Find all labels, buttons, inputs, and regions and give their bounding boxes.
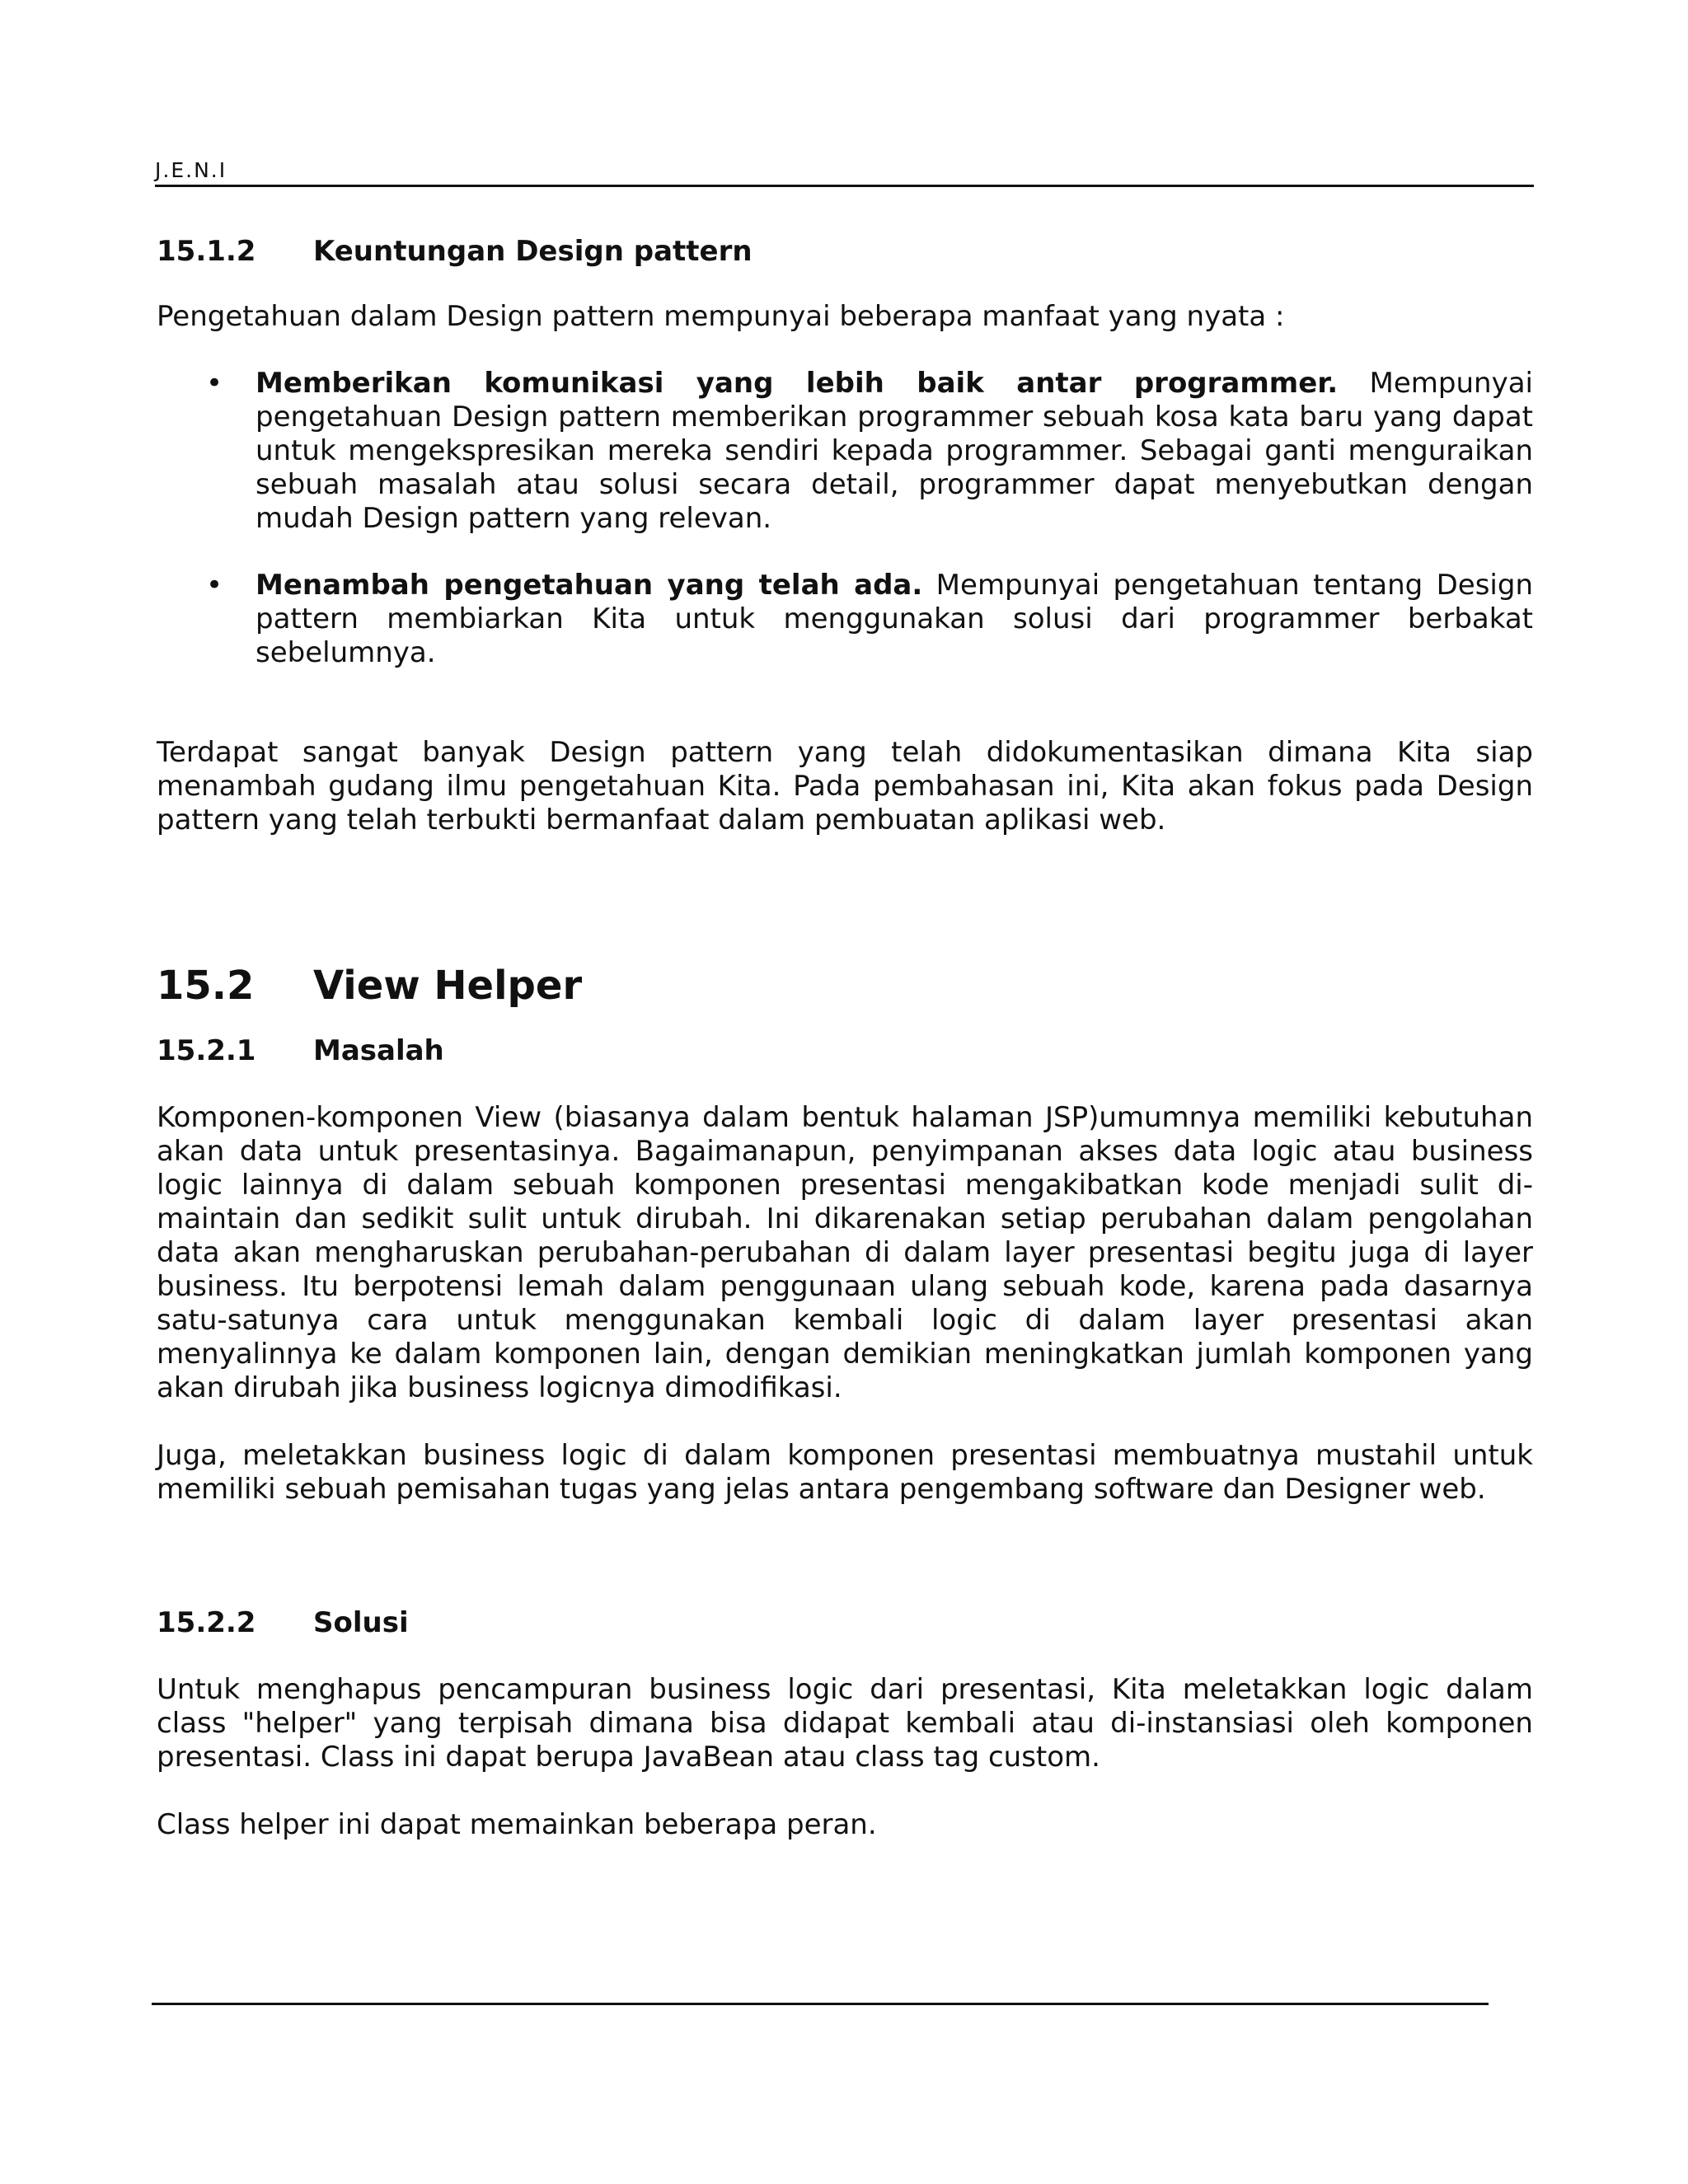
heading-15-2-2: [157, 1605, 1533, 1640]
heading-title: Solusi: [313, 1606, 409, 1639]
list-item: [157, 569, 1533, 670]
heading-number: 15.1.2: [157, 235, 256, 268]
intro-paragraph: Pengetahuan dalam Design pattern mempunyai beberapa manfaat yang nyata :: [157, 300, 1285, 333]
solution-paragraph-2: Class helper ini dapat memainkan beberapa peran.: [157, 1808, 877, 1841]
running-header: J.E.N.I: [155, 158, 227, 182]
solution-paragraph: Untuk menghapus pencampuran business logic dari presentasi, Kita meletakkan logic dalam class "helper" yang terpisah dimana bisa didapat kembali atau di-instansiasi oleh komponen presentasi. Class ini dapat berupa JavaBean atau class tag custom.: [157, 1673, 1533, 1774]
closing-paragraph: Terdapat sangat banyak Design pattern yang telah didokumentasikan dimana Kita siap menambah gudang ilmu pengetahuan Kita. Pada pembahasan ini, Kita akan fokus pada Design pattern yang telah terbukti bermanfaat dalam pembuatan aplikasi web.: [157, 736, 1533, 837]
benefits-list: [157, 367, 1533, 670]
list-item-text: Mempunyai pengetahuan Design pattern memberikan programmer sebuah kosa kata baru yang dapat untuk mengekspresikan mereka sendiri kepada programmer. Sebagai ganti menguraikan sebuah masalah atau solusi secara detail, programmer dapat menyebutkan dengan mudah Design pattern yang relevan.: [256, 367, 1534, 535]
heading-15-1-2: [157, 234, 1533, 269]
heading-number: 15.2.1: [157, 1034, 256, 1067]
heading-title: View Helper: [313, 963, 583, 1009]
problem-paragraph-2: Juga, meletakkan business logic di dalam komponen presentasi membuatnya mustahil untuk memiliki sebuah pemisahan tugas yang jelas antara pengembang software dan Designer web.: [157, 1439, 1533, 1506]
header-rule: [155, 185, 1534, 187]
heading-number: 15.2: [157, 963, 255, 1009]
heading-15-2: [157, 961, 1533, 1010]
list-item: [157, 367, 1533, 536]
heading-title: Masalah: [313, 1034, 444, 1067]
list-item-lead: Menambah pengetahuan yang telah ada.: [256, 569, 923, 602]
footer-rule: [152, 2003, 1489, 2005]
heading-15-2-1: [157, 1033, 1533, 1068]
heading-number: 15.2.2: [157, 1606, 256, 1639]
list-item-text: Mempunyai pengetahuan tentang Design pattern membiarkan Kita untuk menggunakan solusi dari programmer berbakat sebelumnya.: [256, 569, 1533, 669]
bullet-icon: •: [206, 569, 223, 602]
page-content: [157, 234, 1533, 1842]
heading-title: Keuntungan Design pattern: [313, 235, 753, 268]
bullet-icon: •: [206, 367, 223, 400]
list-item-lead: Memberikan komunikasi yang lebih baik antar programmer.: [256, 367, 1339, 400]
problem-paragraph: Komponen-komponen View (biasanya dalam bentuk halaman JSP)umumnya memiliki kebutuhan akan data untuk presentasinya. Bagaimanapun, penyimpanan akses data logic atau business logic lainnya di dalam sebuah komponen presentasi mengakibatkan kode menjadi sulit di-maintain dan sedikit sulit untuk dirubah. Ini dikarenakan setiap perubahan dalam pengolahan data akan mengharuskan perubahan-perubahan di dalam layer presentasi begitu juga di layer business. Itu berpotensi lemah dalam penggunaan ulang sebuah kode, karena pada dasarnya satu-satunya cara untuk menggunakan kembali logic di dalam layer presentasi akan menyalinnya ke dalam komponen lain, dengan demikian meningkatkan jumlah komponen yang akan dirubah jika business logicnya dimodifikasi.: [157, 1101, 1533, 1404]
